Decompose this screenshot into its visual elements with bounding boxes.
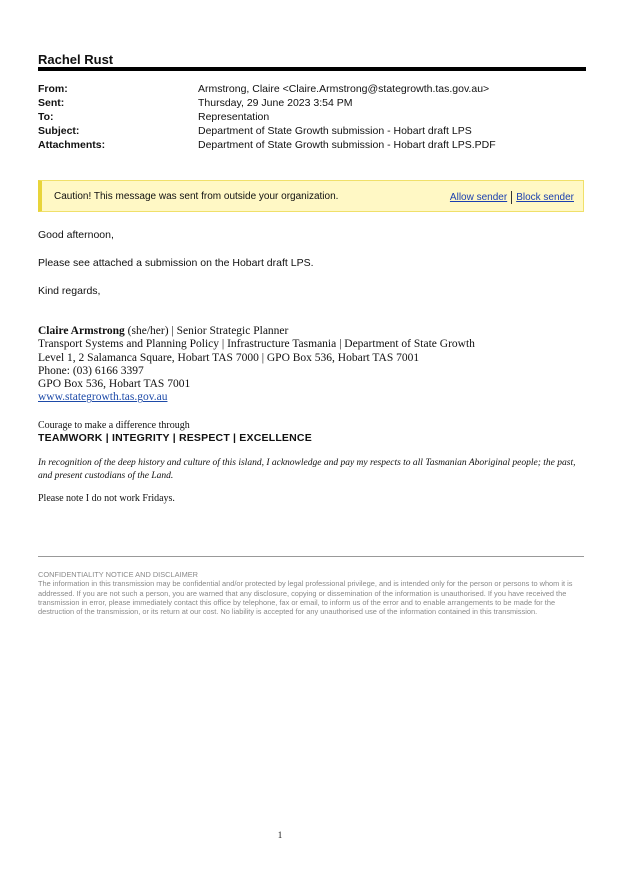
motto-block — [38, 420, 312, 444]
block-sender-link[interactable]: Block sender — [516, 192, 574, 203]
header-label: Sent: — [38, 97, 65, 109]
body-line: Please see attached a submission on the Hobart draft LPS. — [38, 257, 314, 269]
header-row-from — [38, 82, 586, 96]
confidentiality-title: CONFIDENTIALITY NOTICE AND DISCLAIMER — [38, 570, 199, 579]
motto-values: TEAMWORK | INTEGRITY | RESPECT | EXCELLENCE — [38, 432, 312, 444]
sender-actions — [450, 191, 574, 204]
closing: Kind regards, — [38, 285, 101, 297]
allow-sender-link[interactable]: Allow sender — [449, 192, 508, 203]
signature-name: Claire Armstrong — [38, 325, 125, 337]
greeting: Good afternoon, — [38, 229, 114, 241]
action-separator — [511, 191, 512, 204]
header-row-to — [38, 110, 586, 124]
header-value-from: Armstrong, Claire <Claire.Armstrong@stategrowth.tas.gov.au> — [198, 83, 490, 95]
header-label: Subject: — [38, 125, 80, 137]
availability-note: Please note I do not work Fridays. — [38, 493, 175, 504]
header-value-sent: Thursday, 29 June 2023 3:54 PM — [198, 97, 353, 109]
external-sender-warning-banner — [38, 180, 584, 212]
header-row-sent — [38, 96, 586, 110]
mailbox-owner-name: Rachel Rust — [38, 52, 114, 67]
header-label: To: — [38, 111, 54, 123]
signature-block — [38, 325, 475, 405]
header-label: From: — [38, 83, 68, 95]
email-headers — [38, 82, 586, 152]
page-number: 1 — [277, 830, 283, 840]
header-row-subject — [38, 124, 586, 138]
signature-phone: Phone: (03) 6166 3397 — [38, 364, 144, 377]
disclaimer-divider — [38, 556, 584, 557]
caution-message: Caution! This message was sent from outside your organization. — [54, 191, 339, 202]
header-label: Attachments: — [38, 139, 106, 151]
header-value-to: Representation — [198, 111, 270, 123]
signature-title: (she/her) | Senior Strategic Planner — [124, 325, 289, 337]
acknowledgement-of-country: In recognition of the deep history and culture of this island, I acknowledge and pay my respects to all Tasmanian Aboriginal people; the past, and present custodians of the Land. — [38, 458, 576, 481]
header-divider — [38, 67, 586, 71]
website-link[interactable]: www.stategrowth.tas.gov.au — [38, 391, 168, 404]
confidentiality-text: The information in this transmission may be confidential and/or protected by legal professional privilege, and is intended only for the person or persons to whom it is addressed. If you are not such a person, you are warned that any disclosure, copying or dissemination of the information is unauthorised. If you have received the transmission in error, please immediately contact this office by telephone, fax or email, to inform us of the error and to enable arrangements to be made for the destruction of the transmission, or its return at our cost. No liability is accepted for any unauthorised use of the information contained in this transmission. — [38, 579, 573, 617]
signature-name-line — [38, 325, 475, 338]
motto-lead: Courage to make a difference through — [38, 420, 190, 431]
signature-department: Transport Systems and Planning Policy | Infrastructure Tasmania | Department of State Growth — [38, 338, 475, 351]
attachment-link[interactable]: Department of State Growth submission - Hobart draft LPS.PDF — [198, 139, 496, 151]
signature-address: Level 1, 2 Salamanca Square, Hobart TAS 7000 | GPO Box 536, Hobart TAS 7001 — [38, 351, 420, 364]
confidentiality-notice — [38, 570, 584, 616]
header-value-subject: Department of State Growth submission - Hobart draft LPS — [198, 125, 472, 137]
signature-postal: GPO Box 536, Hobart TAS 7001 — [38, 378, 191, 391]
header-row-attachments — [38, 138, 586, 152]
